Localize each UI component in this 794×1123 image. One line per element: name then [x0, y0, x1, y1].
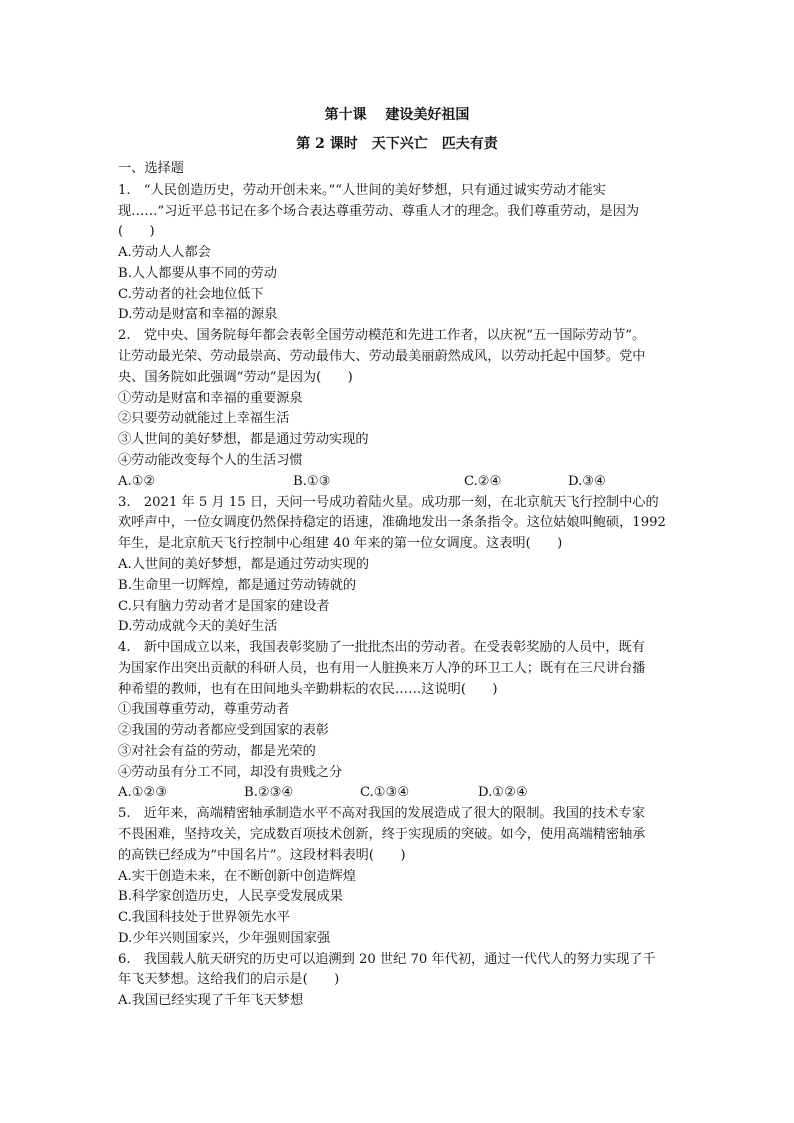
choice-c: C.②④: [464, 474, 502, 489]
option-d: D.少年兴则国家兴，少年强则国家强: [118, 931, 331, 946]
question-stem-line: 1. “人民创造历史，劳动开创未来。”“人世间的美好梦想，只有通过诚实劳动才能实: [118, 183, 606, 198]
section-title: 第 2 课时 天下兴亡 匹夫有责: [296, 136, 498, 152]
question-stem-line: 欢呼声中，一位女调度仍然保持稳定的语速，准确地发出一条条指令。这位姑娘叫鲍硕，1992: [118, 515, 666, 530]
choice-row: [118, 472, 678, 492]
question-stem-line: 为国家作出突出贡献的科研人员，也有用一人脏换来万人净的环卫工人；既有在三尺讲台播: [118, 661, 646, 676]
statement-4: ④劳动能改变每个人的生活习惯: [118, 453, 303, 468]
option-b: B.生命里一切辉煌，都是通过劳动铸就的: [118, 578, 357, 593]
option-a: A.实干创造未来，在不断创新中创造辉煌: [118, 869, 356, 884]
question-stem-line: 年飞天梦想。这给我们的启示是( ): [118, 972, 340, 987]
option-d: D.劳动是财富和幸福的源泉: [118, 307, 278, 322]
statement-3: ③对社会有益的劳动，都是光荣的: [118, 744, 316, 759]
option-a: A.人世间的美好梦想，都是通过劳动实现的: [118, 557, 370, 572]
question-stem-line: 不畏困难，坚持攻关，完成数百项技术创新，终于实现质的突破。如今，使用高端精密轴承: [118, 827, 646, 842]
question-stem-line: 3. 2021 年 5 月 15 日，天问一号成功着陆火星。成功那一刻，在北京航天飞行控制中心的: [118, 495, 659, 510]
question-stem-line: 现……”习近平总书记在多个场合表达尊重劳动、尊重人才的理念。我们尊重劳动，是因为: [118, 204, 640, 219]
option-c: C.劳动者的社会地位低下: [118, 287, 264, 302]
choice-b: B.②③④: [244, 785, 294, 800]
question-stem-line: ( ): [118, 224, 155, 239]
question-stem-line: 年生，是北京航天飞行控制中心组建 40 年来的第一位女调度。这表明( ): [118, 536, 563, 551]
choice-c: C.①③④: [360, 785, 410, 800]
lesson-title: 第十课 建设美好祖国: [324, 107, 470, 123]
statement-1: ①我国尊重劳动，尊重劳动者: [118, 702, 290, 717]
option-b: B.科学家创造历史，人民享受发展成果: [118, 889, 343, 904]
section-heading: 一、选择题: [118, 161, 184, 176]
choice-d: D.①②④: [478, 785, 528, 800]
statement-2: ②我国的劳动者都应受到国家的表彰: [118, 723, 329, 738]
question-stem-line: 种希望的教师，也有在田间地头辛勤耕耘的农民……这说明( ): [118, 682, 498, 697]
choice-row: [118, 783, 678, 803]
choice-b: B.①③: [293, 474, 331, 489]
statement-4: ④劳动虽有分工不同，却没有贵贱之分: [118, 765, 343, 780]
choice-a: A.①②③: [118, 785, 168, 800]
choice-d: D.③④: [568, 474, 606, 489]
choice-a: A.①②: [118, 474, 156, 489]
option-a: A.劳动人人都会: [118, 245, 211, 260]
question-stem-line: 让劳动最光荣、劳动最崇高、劳动最伟大、劳动最美丽蔚然成风，以劳动托起中国梦。党中: [118, 349, 646, 364]
statement-2: ②只要劳动就能过上幸福生活: [118, 411, 290, 426]
question-stem-line: 央、国务院如此强调“劳动”是因为( ): [118, 370, 353, 385]
question-stem-line: 4. 新中国成立以来，我国表彰奖励了一批批杰出的劳动者。在受表彰奖励的人员中，既有: [118, 640, 645, 655]
option-a: A.我国已经实现了千年飞天梦想: [118, 993, 304, 1008]
question-stem-line: 5. 近年来，高端精密轴承制造水平不高对我国的发展造成了很大的限制。我国的技术专家: [118, 806, 645, 821]
statement-1: ①劳动是财富和幸福的重要源泉: [118, 391, 303, 406]
option-b: B.人人都要从事不同的劳动: [118, 266, 277, 281]
option-d: D.劳动成就今天的美好生活: [118, 619, 278, 634]
question-stem-line: 6. 我国载人航天研究的历史可以追溯到 20 世纪 70 年代初，通过一代代人的努力实现了千: [118, 952, 656, 967]
option-c: C.我国科技处于世界领先水平: [118, 910, 291, 925]
option-c: C.只有脑力劳动者才是国家的建设者: [118, 599, 330, 614]
question-stem-line: 的高铁已经成为“中国名片”。这段材料表明( ): [118, 848, 406, 863]
question-stem-line: 2. 党中央、国务院每年都会表彰全国劳动模范和先进工作者，以庆祝“五一国际劳动节”。: [118, 328, 646, 343]
statement-3: ③人世间的美好梦想，都是通过劳动实现的: [118, 432, 369, 447]
